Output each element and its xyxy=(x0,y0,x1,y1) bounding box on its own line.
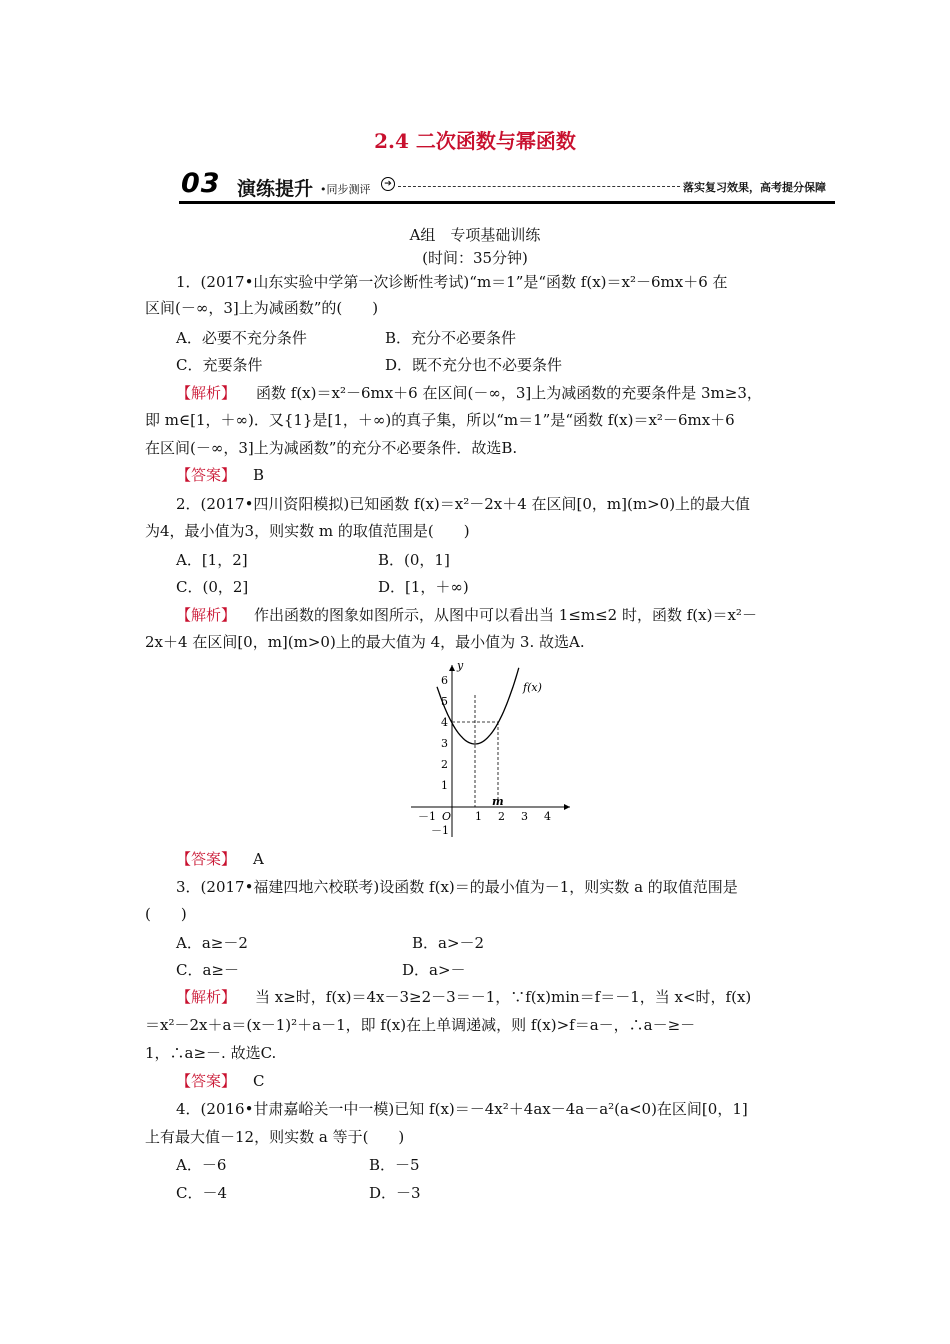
banner-subtitle: •同步测评 xyxy=(320,183,371,196)
q1-answer: B xyxy=(253,466,265,484)
y-tick-2: 2 xyxy=(441,758,448,771)
x-tick-2: 2 xyxy=(498,810,505,823)
q4-option-c: C．－4 xyxy=(176,1184,228,1202)
banner-rule xyxy=(179,201,835,204)
q3-option-c: C．a≥－ xyxy=(176,961,239,979)
x-tick-1: 1 xyxy=(475,810,482,823)
q3-stem-line1: 3．(2017•福建四地六校联考)设函数 f(x)＝的最小值为－1，则实数 a 的取值范围是 xyxy=(176,878,738,896)
q1-analysis-line3: 在区间(－∞，3]上为减函数”的充分不必要条件．故选B. xyxy=(145,439,518,457)
q1-option-b: B．充分不必要条件 xyxy=(385,329,517,347)
q1-analysis-line2: 即 m∈[1，＋∞)．又{1}是[1，＋∞)的真子集，所以“m＝1”是“函数 f(x)＝x²－6mx＋6 xyxy=(145,411,735,429)
q1-answer-tag: 【答案】 xyxy=(176,466,237,484)
q1-option-a: A．必要不充分条件 xyxy=(176,329,307,347)
y-tick-5: 5 xyxy=(441,695,448,708)
y-tick-3: 3 xyxy=(441,737,448,750)
q3-option-d: D．a>－ xyxy=(402,961,466,979)
q1-stem-line1: 1．(2017•山东实验中学第一次诊断性考试)“m＝1”是“函数 f(x)＝x²－6mx＋6 在 xyxy=(176,273,728,291)
q3-analysis-tag: 【解析】 xyxy=(176,988,237,1006)
q2-answer-tag: 【答案】 xyxy=(176,850,237,868)
q2-option-b: B．(0，1] xyxy=(378,551,450,569)
origin-label: O xyxy=(442,810,452,823)
q2-analysis-tag: 【解析】 xyxy=(176,606,237,624)
q4-option-d: D．－3 xyxy=(369,1184,421,1202)
page-title: 2.4 二次函数与幂函数 xyxy=(374,129,576,153)
q2-stem-line2: 为4，最小值为3，则实数 m 的取值范围是( ) xyxy=(145,522,470,540)
q2-analysis-line2: 2x＋4 在区间[0，m](m>0)上的最大值为 4，最小值为 3. 故选A. xyxy=(145,633,585,651)
x-tick-neg1: －1 xyxy=(418,810,436,823)
q4-option-a: A．－6 xyxy=(176,1156,227,1174)
q2-analysis-line1: 作出函数的图象如图所示，从图中可以看出当 1≤m≤2 时，函数 f(x)＝x²－ xyxy=(254,606,757,624)
function-graph xyxy=(405,655,580,845)
q3-analysis-line3: 1，∴a≥－. 故选C. xyxy=(145,1044,277,1062)
q4-stem-line1: 4．(2016•甘肃嘉峪关一中一模)已知 f(x)＝－4x²＋4ax－4a－a²(a<0)在区间[0，1] xyxy=(176,1100,748,1118)
banner-slogan: 落实复习效果，高考提分保障 xyxy=(683,181,826,194)
time-limit: (时间：35分钟) xyxy=(422,249,528,267)
q4-stem-line2: 上有最大值－12，则实数 a 等于( ) xyxy=(145,1128,405,1146)
group-heading: A组 专项基础训练 xyxy=(409,226,541,244)
q3-option-b: B．a>－2 xyxy=(412,934,485,952)
q3-option-a: A．a≥－2 xyxy=(176,934,248,952)
function-label: f(x) xyxy=(523,681,542,694)
y-tick-4: 4 xyxy=(441,716,448,729)
q3-stem-line2: ( ) xyxy=(145,905,187,923)
banner-number: 03 xyxy=(181,168,221,199)
q2-answer: A xyxy=(253,850,264,868)
q1-option-c: C．充要条件 xyxy=(176,356,263,374)
q1-stem-line2: 区间(－∞，3]上为减函数”的( ) xyxy=(145,299,379,317)
y-tick-6: 6 xyxy=(441,674,448,687)
q1-option-d: D．既不充分也不必要条件 xyxy=(385,356,563,374)
x-tick-4: 4 xyxy=(544,810,551,823)
y-tick-1: 1 xyxy=(441,779,448,792)
y-tick-neg1: －1 xyxy=(431,824,449,837)
q3-analysis-line2: ＝x²－2x＋a＝(x－1)²＋a－1，即 f(x)在上单调递减，则 f(x)>f＝a－，∴a－≥－ xyxy=(145,1016,696,1034)
q1-analysis-line1: 函数 f(x)＝x²－6mx＋6 在区间(－∞，3]上为减函数的充要条件是 3m≥3， xyxy=(256,384,762,402)
banner-dashed-line xyxy=(398,186,680,187)
q4-option-b: B．－5 xyxy=(369,1156,420,1174)
q2-option-a: A．[1，2] xyxy=(176,551,248,569)
y-axis-label: y xyxy=(457,659,464,672)
q3-analysis-line1: 当 x≥时，f(x)＝4x－3≥2－3＝－1，∵f(x)min＝f＝－1，当 x<时，f(x) xyxy=(255,988,752,1006)
m-label: m xyxy=(492,795,504,808)
parabola-curve xyxy=(437,668,519,744)
q2-option-c: C．(0，2] xyxy=(176,578,249,596)
q1-analysis-tag: 【解析】 xyxy=(176,384,237,402)
q2-option-d: D．[1，＋∞) xyxy=(378,578,469,596)
banner-title: 演练提升 xyxy=(237,178,314,200)
q3-answer: C xyxy=(253,1072,265,1090)
q3-answer-tag: 【答案】 xyxy=(176,1072,237,1090)
q2-stem-line1: 2．(2017•四川资阳模拟)已知函数 f(x)＝x²－2x＋4 在区间[0，m](m>0)上的最大值 xyxy=(176,495,751,513)
arrow-circle-icon: ➔ xyxy=(381,177,395,191)
x-tick-3: 3 xyxy=(521,810,528,823)
